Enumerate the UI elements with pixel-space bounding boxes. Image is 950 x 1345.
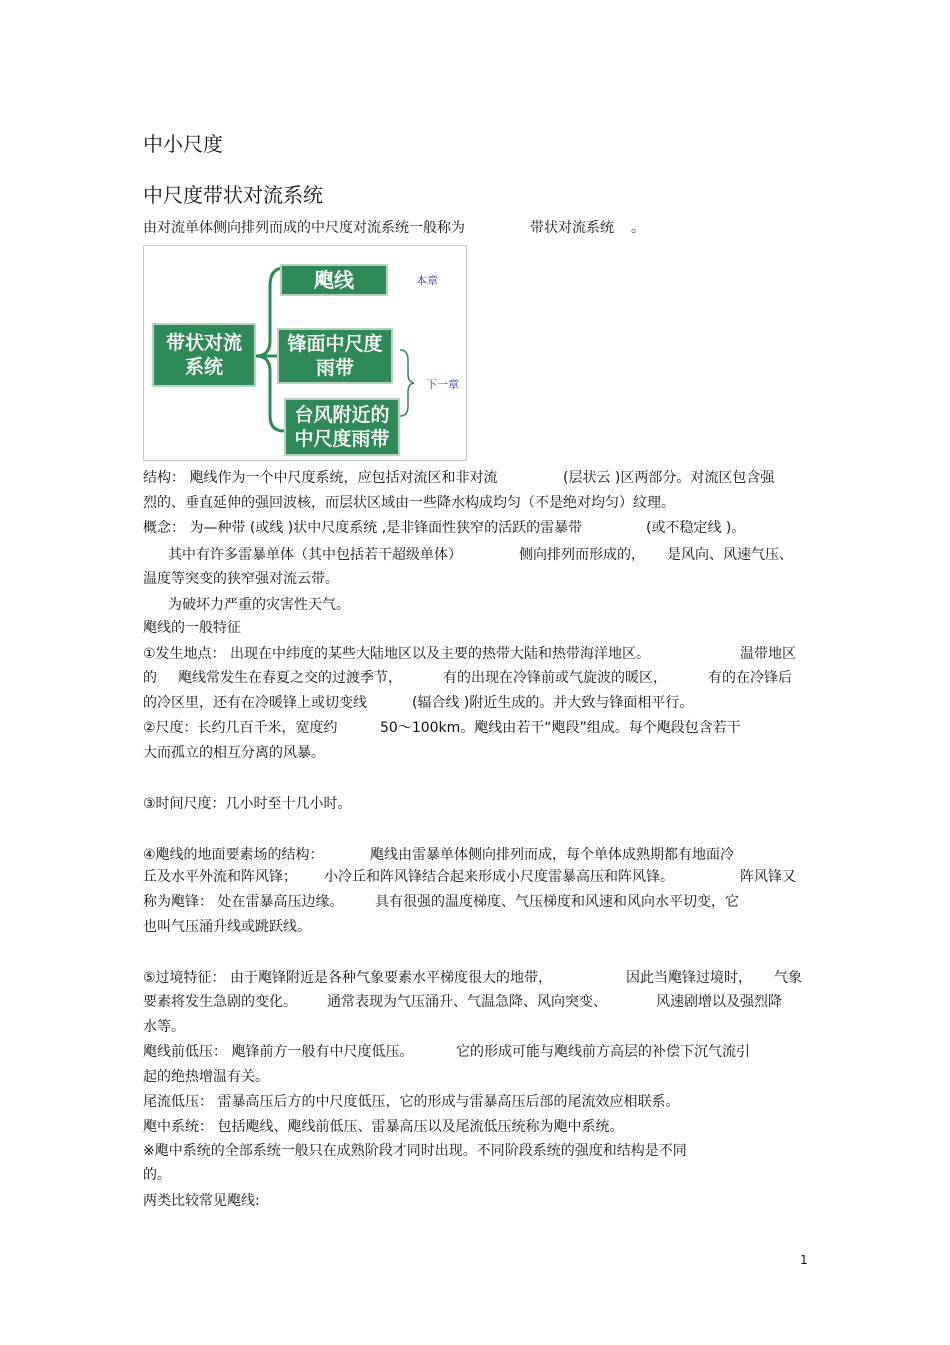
classification-diagram xyxy=(143,245,467,461)
text-line: 风速剧增以及强烈降 xyxy=(656,994,782,1010)
text-line: 称为飑锋： 处在雷暴高压边缘。 xyxy=(143,894,344,910)
text-line: 为破坏力严重的灾害性天气。 xyxy=(168,597,350,613)
text-line: ③时间尺度：几小时至十几小时。 xyxy=(143,796,352,812)
text-line: 尾流低压： 雷暴高压后方的中尺度低压，它的形成与雷暴高压后部的尾流效应相联系。 xyxy=(143,1094,680,1110)
text-line: 气象 xyxy=(774,970,802,986)
text-line: 通常表现为气压涌升、气温急降、风向突变、 xyxy=(327,994,607,1010)
intro-part-a: 由对流单体侧向排列而成的中尺度对流系统一般称为 xyxy=(143,220,465,236)
text-line: 结构： 飑线作为一个中尺度系统，应包括对流区和非对流 xyxy=(143,470,498,486)
text-line: 具有很强的温度梯度、气压梯度和风速和风向水平切变，它 xyxy=(375,894,739,910)
text-line: 阵风锋又 xyxy=(740,869,796,885)
text-line: 两类比较常见飑线: xyxy=(143,1193,260,1209)
text-line: 起的绝热增温有关。 xyxy=(143,1069,269,1085)
text-line: 温带地区 xyxy=(740,646,796,662)
text-line: 温度等突变的狭窄强对流云带。 xyxy=(143,571,339,587)
text-line: ①发生地点： 出现在中纬度的某些大陆地区以及主要的热带大陆和热带海洋地区。 xyxy=(143,646,650,662)
text-line: 的冷区里，还有在冷暖锋上或切变线 xyxy=(143,695,367,711)
tag-next-chapter: 下一章 xyxy=(426,378,459,391)
page-number: 1 xyxy=(800,1253,808,1267)
text-line: (辐合线 )附近生成的。并大致与锋面相平行。 xyxy=(412,695,694,711)
node-typhoon-rainband: 台风附近的 中尺度雨带 xyxy=(284,398,400,456)
tag-this-chapter: 本章 xyxy=(416,274,438,287)
text-line: 水等。 xyxy=(143,1019,185,1035)
text-line: 概念： 为—种带 (或线 )状中尺度系统 ,是非锋面性狭窄的活跃的雷暴带 xyxy=(143,520,583,536)
text-line: 因此当飑锋过境时， xyxy=(626,970,752,986)
text-line: 丘及水平外流和阵风锋； xyxy=(143,869,297,885)
text-line: 的。 xyxy=(143,1167,171,1183)
text-line: ④飑线的地面要素场的结构： xyxy=(143,847,324,863)
page-title: 中小尺度 xyxy=(143,132,223,156)
text-line: 飑线前低压： 飑锋前方一般有中尺度低压。 xyxy=(143,1044,414,1060)
text-line: 侧向排列而形成的， xyxy=(519,547,645,563)
section-title: 中尺度带状对流系统 xyxy=(143,183,323,207)
text-line: ※飑中系统的全部系统一般只在成熟阶段才同时出现。不同阶段系统的强度和结构是不同 xyxy=(143,1143,687,1159)
text-line: 大而孤立的相互分离的风暴。 xyxy=(143,745,325,761)
intro-part-b: 带状对流系统 xyxy=(530,220,614,236)
text-line: 它的形成可能与飑线前方高层的补偿下沉气流引 xyxy=(456,1044,750,1060)
text-line: 要素将发生急剧的变化。 xyxy=(143,994,297,1010)
root-node: 带状对流 系统 xyxy=(152,323,256,387)
node-squall-line: 飑线 xyxy=(280,264,388,296)
text-line: 有的在冷锋后 xyxy=(708,670,792,686)
text-line: 有的出现在冷锋前或气旋波的暖区， xyxy=(443,670,667,686)
intro-part-c: 。 xyxy=(631,220,645,236)
text-line: 小冷丘和阵风锋结合起来形成小尺度雷暴高压和阵风锋。 xyxy=(324,869,674,885)
text-line: 飑线常发生在春夏之交的过渡季节， xyxy=(178,670,402,686)
text-line: 的 xyxy=(143,670,157,686)
text-line: (或不稳定线 )。 xyxy=(646,520,746,536)
text-line: 50～100km。飑线由若干“飑段”组成。每个飑段包含若干 xyxy=(380,720,741,736)
text-line: ②尺度：长约几百千米，宽度约 xyxy=(143,720,338,736)
text-line: 飑线的一般特征 xyxy=(143,620,241,636)
node-frontal-rainband: 锋面中尺度 雨带 xyxy=(277,328,393,384)
text-line: ⑤过境特征： 由于飑锋附近是各种气象要素水平梯度很大的地带， xyxy=(143,970,552,986)
text-line: (层状云 )区两部分。对流区包含强 xyxy=(563,470,775,486)
text-line: 飑线由雷暴单体侧向排列而成，每个单体成熟期都有地面冷 xyxy=(370,847,734,863)
text-line: 也叫气压涌升线或跳跃线。 xyxy=(143,919,311,935)
text-line: 飑中系统： 包括飑线、飑线前低压、雷暴高压以及尾流低压统称为飑中系统。 xyxy=(143,1119,624,1135)
text-line: 是风向、风速气压、 xyxy=(667,547,793,563)
text-line: 其中有许多雷暴单体（其中包括若干超级单体） xyxy=(168,547,462,563)
text-line: 烈的、垂直延伸的强回波核，而层状区域由一些降水构成均匀（不是绝对均匀）纹理。 xyxy=(143,495,675,511)
